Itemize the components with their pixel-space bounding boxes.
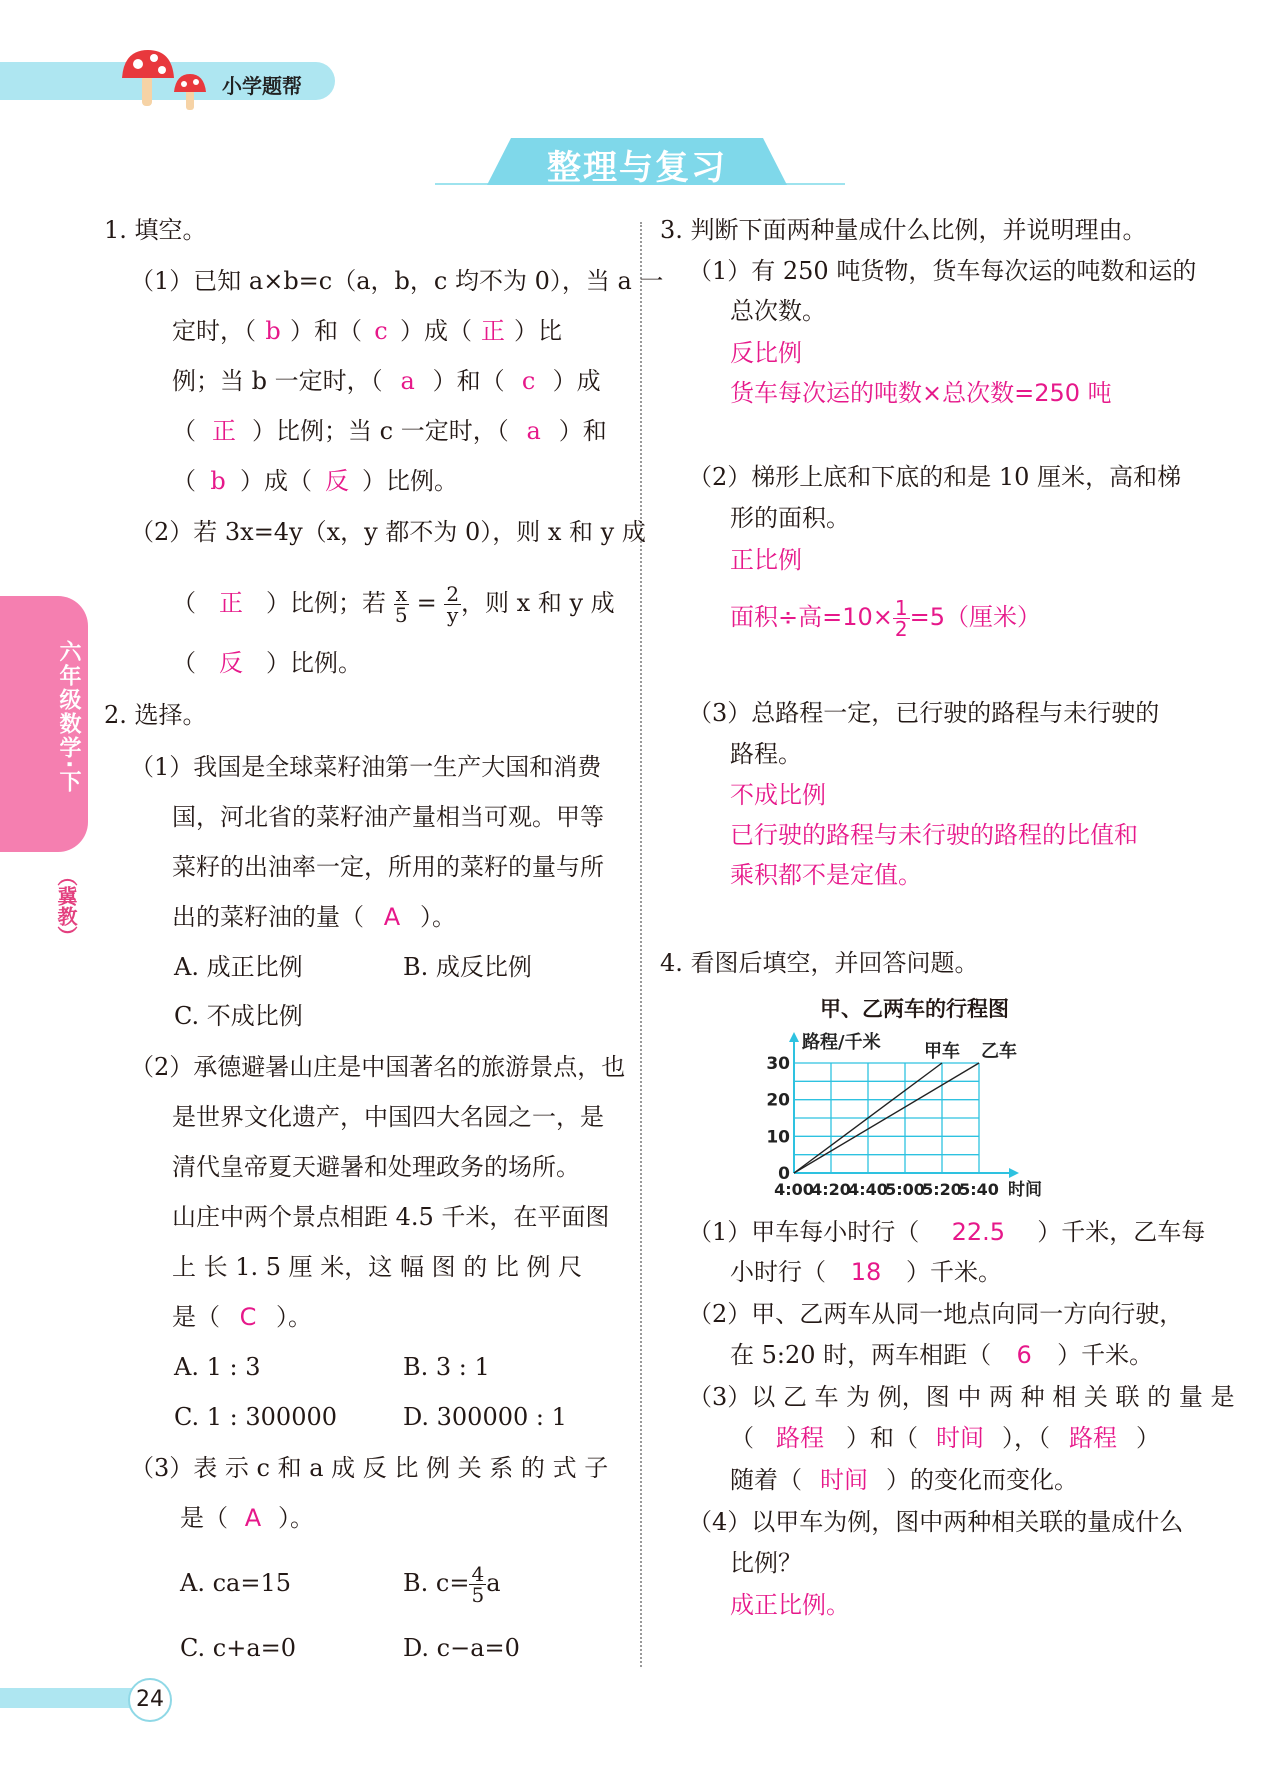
q3-title: 3. 判断下面两种量成什么比例，并说明理由。: [660, 216, 1147, 244]
text: ）成（: [400, 317, 472, 345]
text: ）的变化而变化。: [886, 1466, 1078, 1494]
q2-p2-option-d: D. 300000 : 1: [403, 1403, 567, 1431]
answer: 路程: [776, 1424, 824, 1452]
text: 出的菜籽油的量（: [172, 903, 364, 931]
x-tick-label: 4:20: [811, 1180, 851, 1199]
fraction-4-over-5: [469, 1564, 486, 1605]
q3-p2-line1: （2）梯形上底和下底的和是 10 厘米，高和梯: [688, 463, 1182, 491]
travel-chart: [762, 1028, 1082, 1208]
text: 小时行（: [730, 1258, 826, 1286]
text: B. c=: [403, 1569, 470, 1597]
answer: 正: [212, 417, 236, 445]
denominator: 5: [394, 603, 408, 627]
q3-p3-line2: 路程。: [730, 740, 802, 768]
denominator: 2: [894, 616, 908, 641]
q2-p1-option-c: C. 不成比例: [174, 1002, 303, 1030]
text: （: [730, 1424, 754, 1452]
q4-p2-line1: （2）甲、乙两车从同一地点向同一方向行驶，: [688, 1300, 1184, 1328]
q2-p3-line2: [180, 1503, 314, 1533]
chart-labels: [766, 1031, 1042, 1200]
q4-p4-answer: 成正比例。: [730, 1591, 850, 1619]
text: ）比: [514, 317, 562, 345]
text: ）和（: [290, 317, 362, 345]
q2-p2-line6: [172, 1302, 312, 1332]
q4-p4-line2: 比例？: [730, 1549, 802, 1577]
answer: a: [400, 367, 415, 395]
q4-p3-line3: [730, 1465, 1078, 1495]
text: ）比例。: [362, 467, 458, 495]
text: ），（: [1002, 1424, 1050, 1452]
answer: b: [265, 317, 281, 345]
q2-p3-option-c: C. c+a=0: [180, 1634, 297, 1662]
x-tick-label: 4:00: [774, 1180, 814, 1199]
q2-p1-option-a: A. 成正比例: [174, 953, 303, 981]
q3-p1-line1: （1）有 250 吨货物，货车每次运的吨数和运的: [688, 257, 1197, 285]
text: 例；当 b 一定时，（: [172, 367, 383, 395]
numerator: 1: [894, 595, 908, 620]
q2-p2-line5: 上 长 1. 5 厘 米，这 幅 图 的 比 例 尺: [172, 1253, 583, 1281]
text: ）成: [552, 367, 601, 395]
answer: 正: [219, 589, 243, 617]
brand-name: 小学题帮: [222, 74, 302, 98]
q2-p1-option-b: B. 成反比例: [403, 953, 532, 981]
section-title: 整理与复习: [547, 148, 727, 188]
x-tick-label: 4:40: [848, 1180, 888, 1199]
text: （: [172, 649, 196, 677]
answer: a: [526, 417, 541, 445]
y-tick-label: 10: [766, 1127, 790, 1148]
q2-p1-line3: 菜籽的出油率一定，所用的菜籽的量与所: [172, 853, 604, 881]
answer: 反: [325, 467, 349, 495]
text: 随着（: [730, 1466, 802, 1494]
text: ）千米。: [1057, 1341, 1154, 1369]
text: 是（: [180, 1504, 228, 1532]
text: 定时，（: [172, 317, 256, 345]
answer: c: [521, 367, 536, 395]
q4-title: 4. 看图后填空，并回答问题。: [660, 949, 979, 977]
text: ，则 x 和 y 成: [461, 589, 615, 617]
q2-p2-line3: 清代皇帝夏天避暑和处理政务的场所。: [172, 1153, 580, 1181]
q4-p1-line1: [688, 1217, 1205, 1247]
q2-title: 2. 选择。: [104, 701, 207, 729]
answer: 路程: [1069, 1424, 1117, 1452]
mushroom-icon: [118, 44, 218, 114]
q3-p2-answer2: [730, 592, 1041, 642]
page-number: 24: [128, 1678, 172, 1722]
text: （: [172, 467, 196, 495]
numerator: 2: [446, 582, 460, 606]
q2-p2-line2: 是世界文化遗产，中国四大名园之一，是: [172, 1103, 604, 1131]
text: ）: [1136, 1424, 1160, 1452]
x-tick-label: 5:00: [885, 1180, 925, 1199]
fraction-x-over-5: [394, 584, 409, 625]
q1-p1-line2: [172, 316, 562, 346]
x-tick-label: 5:40: [959, 1180, 999, 1199]
q4-p2-line2: [730, 1340, 1153, 1370]
q3-p3-answer3: 乘积都不是定值。: [730, 861, 922, 889]
answer: 时间: [936, 1424, 984, 1452]
q3-p1-answer2: 货车每次运的吨数×总次数=250 吨: [730, 379, 1112, 407]
q3-p3-answer1: 不成比例: [730, 781, 826, 809]
q4-p4-line1: （4）以甲车为例，图中两种相关联的量成什么: [688, 1508, 1184, 1536]
q2-p2-option-a: A. 1 : 3: [174, 1353, 261, 1381]
q3-p1-answer1: 反比例: [730, 339, 802, 367]
q2-p1-line4: [172, 902, 456, 932]
chart-title: 甲、乙两车的行程图: [820, 997, 1009, 1021]
answer: b: [210, 467, 226, 495]
q2-p3-option-b: [403, 1558, 501, 1608]
text: ）成（: [240, 467, 312, 495]
q2-p3-line1: （3）表 示 c 和 a 成 反 比 例 关 系 的 式 子: [130, 1454, 609, 1482]
x-axis-arrow: [1009, 1168, 1019, 1178]
q3-p2-answer1: 正比例: [730, 546, 802, 574]
answer: 时间: [820, 1466, 868, 1494]
q2-p1-line1: （1）我国是全球菜籽油第一生产大国和消费: [130, 753, 602, 781]
q3-p3-answer2: 已行驶的路程与未行驶的路程的比值和: [730, 821, 1138, 849]
y-tick-label: 20: [766, 1090, 790, 1111]
text: ）比例；若: [266, 589, 386, 617]
answer: 18: [850, 1258, 882, 1286]
text: ）和（: [846, 1424, 918, 1452]
answer: c: [374, 317, 388, 345]
denominator: y: [447, 603, 459, 627]
q2-p3-option-d: D. c−a=0: [403, 1634, 520, 1662]
denominator: 5: [471, 1583, 485, 1607]
q2-p2-option-b: B. 3 : 1: [403, 1353, 490, 1381]
x-axis-label: 时间: [1008, 1180, 1042, 1200]
x-tick-label: 5:20: [922, 1180, 962, 1199]
text: 面积÷高=10×: [730, 603, 893, 631]
q1-p1-line3: [172, 366, 601, 396]
text: ）千米，乙车每: [1037, 1218, 1206, 1246]
text: 在 5:20 时，两车相距（: [730, 1341, 992, 1369]
series-label: 乙车: [981, 1041, 1017, 1062]
side-tab-edition: （冀教）: [54, 866, 78, 946]
text: ）和（: [432, 367, 505, 395]
answer: A: [383, 903, 401, 931]
text: （: [172, 589, 196, 617]
text: ）千米。: [906, 1258, 1002, 1286]
q1-p1-line1: （1）已知 a×b=c（a，b，c 均不为 0），当 a 一: [130, 267, 664, 295]
q1-p2-line3: [172, 648, 362, 678]
fraction-2-over-y: [444, 584, 461, 625]
q3-p1-line2: 总次数。: [730, 297, 826, 325]
q1-title: 1. 填空。: [104, 216, 207, 244]
text: ）和: [558, 417, 607, 445]
q1-p1-line4: [172, 416, 607, 446]
q3-p2-line2: 形的面积。: [730, 504, 850, 532]
text: （: [172, 417, 196, 445]
fraction-1-over-2: [893, 595, 910, 641]
equals: =: [416, 589, 437, 617]
text: 是（: [172, 1303, 220, 1331]
q2-p2-line4: 山庄中两个景点相距 4.5 千米，在平面图: [172, 1203, 610, 1231]
answer: A: [244, 1504, 262, 1532]
text: （1）甲车每小时行（: [688, 1218, 920, 1246]
text: ）。: [276, 1303, 312, 1331]
y-tick-label: 30: [766, 1054, 790, 1074]
q2-p2-option-c: C. 1 : 300000: [174, 1403, 337, 1431]
text: ）。: [278, 1504, 314, 1532]
text: ）比例。: [266, 649, 362, 677]
series-label: 甲车: [924, 1041, 960, 1062]
answer: 6: [1016, 1341, 1032, 1369]
q4-p1-line2: [730, 1257, 1002, 1287]
q1-p2-line1: （2）若 3x=4y（x，y 都不为 0），则 x 和 y 成: [130, 518, 646, 546]
y-tick-label: 0: [778, 1164, 790, 1184]
text: ）。: [420, 903, 456, 931]
text: =5（厘米）: [909, 603, 1041, 631]
q2-p2-line1: （2）承德避暑山庄是中国著名的旅游景点，也: [130, 1053, 626, 1081]
answer: 正: [481, 317, 505, 345]
answer: 22.5: [951, 1218, 1005, 1246]
q1-p1-line5: [172, 466, 458, 496]
column-divider: [640, 222, 642, 1667]
text: ）比例；当 c 一定时，（: [252, 417, 509, 445]
q4-p3-line2: [730, 1423, 1160, 1453]
side-tab-title: 六年级数学·下: [56, 640, 81, 795]
y-axis-arrow: [789, 1032, 799, 1042]
numerator: x: [395, 582, 407, 606]
answer: C: [239, 1303, 257, 1331]
q2-p1-line2: 国，河北省的菜籽油产量相当可观。甲等: [172, 803, 604, 831]
y-axis-label: 路程/千米: [802, 1032, 881, 1053]
text: a: [486, 1569, 501, 1597]
numerator: 4: [471, 1562, 485, 1586]
q1-p2-line2: [172, 578, 615, 628]
q2-p3-option-a: A. ca=15: [180, 1569, 291, 1597]
q3-p3-line1: （3）总路程一定，已行驶的路程与未行驶的: [688, 699, 1160, 727]
answer: 反: [219, 649, 243, 677]
q4-p3-line1: （3）以 乙 车 为 例，图 中 两 种 相 关 联 的 量 是: [688, 1383, 1235, 1411]
